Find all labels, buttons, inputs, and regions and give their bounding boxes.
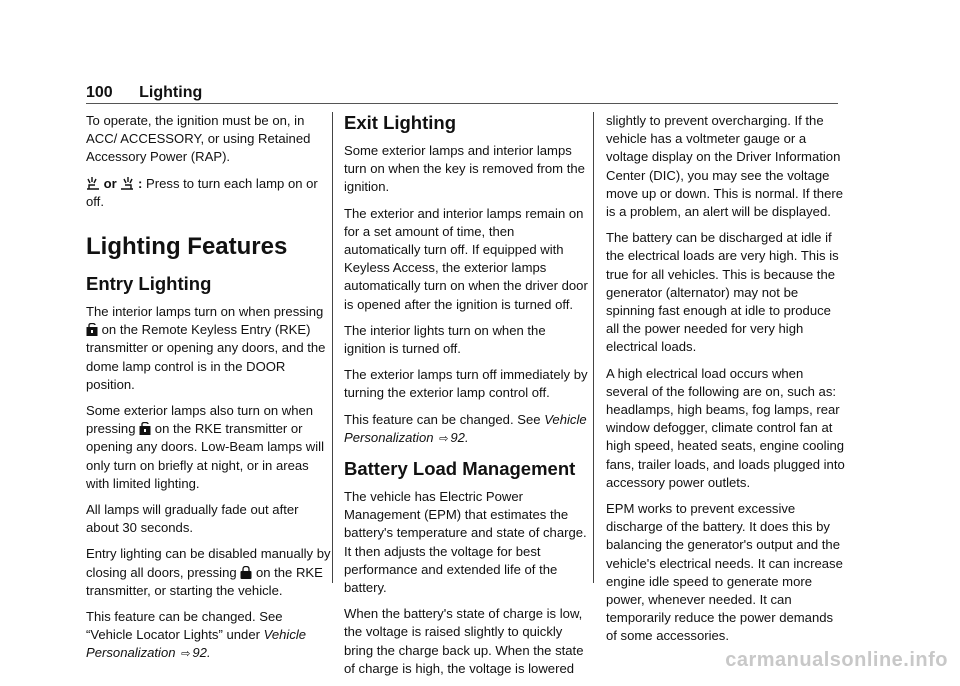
unlock-key-icon xyxy=(139,422,151,435)
reading-lamp-left-icon xyxy=(86,176,100,190)
heading-exit-lighting: Exit Lighting xyxy=(344,112,457,133)
column-right xyxy=(606,112,846,654)
paragraph: The battery can be discharged at idle if the electrical loads are very high. This is true for all vehicles. This is because the generator (alternator) may not be spinning fast enough at idle to produce all the power needed for very high electrical loads. xyxy=(606,230,839,355)
lamp-control-paragraph xyxy=(86,175,331,211)
paragraph: The exterior lamps turn off immediately by turning the exterior lamp control off. xyxy=(344,367,588,401)
paragraph xyxy=(86,545,331,600)
page-arrow-icon: ⇨ xyxy=(439,432,449,445)
text-span: on the RKE transmitter, or starting the vehicle. xyxy=(86,564,323,598)
paragraph: The vehicle has Electric Power Management (EPM) that estimates the battery's temperature and state of charge. It then adjusts the voltage for best performance and extended life of the battery. xyxy=(344,489,587,596)
or-text: or xyxy=(103,175,117,191)
text-span: Some exterior lamps also turn on when pressing xyxy=(86,403,314,437)
paragraph: To operate, the ignition must be on, in ACC/ ACCESSORY, or using Retained Accessory Power (RAP). xyxy=(86,113,311,165)
watermark: carmanualsonline.info xyxy=(725,649,948,671)
section-title: Lighting xyxy=(139,84,203,101)
reading-lamp-right-icon xyxy=(120,176,134,190)
text-span: This feature can be changed. See xyxy=(344,411,541,427)
column-divider xyxy=(593,112,594,583)
text-span: on the RKE transmitter or opening any doors. Low-Beam lamps will only turn on briefly at night, or in areas with limited lighting. xyxy=(86,421,324,491)
paragraph xyxy=(344,411,590,448)
heading-battery-load-management: Battery Load Management xyxy=(344,458,576,480)
page-arrow-icon: ⇨ xyxy=(181,648,191,661)
text-span: Entry lighting can be disabled manually by closing all doors, pressing xyxy=(86,546,331,580)
page-reference[interactable]: 92. xyxy=(450,429,469,445)
paragraph: slightly to prevent overcharging. If the vehicle has a voltmeter gauge or a voltage display on the Driver Information Center (DIC), you may see the voltage move up or down. This is normal. If there is a problem, an alert will be displayed. xyxy=(606,113,844,220)
page-number: 100 xyxy=(86,84,113,101)
paragraph: The interior lights turn on when the ignition is turned off. xyxy=(344,322,546,357)
paragraph xyxy=(86,303,331,394)
heading-entry-lighting: Entry Lighting xyxy=(86,273,212,295)
lamp-description: Press to turn each lamp on or off. xyxy=(86,175,318,209)
text-span: This feature can be changed. See “Vehicle Locator Lights” under xyxy=(86,609,283,643)
paragraph: When the battery's state of charge is low, the voltage is raised slightly to quickly bring the charge back up. When the state of charge is high, the voltage is lowered xyxy=(344,606,584,676)
column-middle xyxy=(344,112,590,686)
column-divider xyxy=(332,112,333,583)
colon-text: : xyxy=(138,175,143,191)
unlock-key-icon xyxy=(86,323,98,336)
paragraph: Some exterior lamps and interior lamps turn on when the key is removed from the ignition. xyxy=(344,143,585,195)
text-span: The interior lamps turn on when pressing xyxy=(86,304,324,320)
cross-reference[interactable]: Vehicle Personalization xyxy=(344,411,587,445)
page-header xyxy=(86,84,202,102)
cross-reference[interactable]: Vehicle Personalization xyxy=(86,627,307,661)
page-reference[interactable]: 92. xyxy=(192,645,211,661)
paragraph: The exterior and interior lamps remain on for a set amount of time, then automatically turn off. If equipped with Keyless Access, the exterior lamps automatically turn on when the driver door is opened after the ignition is turned off. xyxy=(344,205,588,312)
paragraph: A high electrical load occurs when several of the following are on, such as: headlamps, high beams, fog lamps, rear window defogger, climate control fan at high speed, heated seats, engine cooling fans, trailer loads, and loads plugged into accessory power outlets. xyxy=(606,365,845,490)
text-span: on the Remote Keyless Entry (RKE) transmitter or opening any doors, and the dome lamp control is in the DOOR position. xyxy=(86,322,326,392)
header-rule xyxy=(86,103,838,104)
paragraph xyxy=(86,402,331,493)
paragraph: EPM works to prevent excessive discharge of the battery. It does this by balancing the generator's output and the vehicle's electrical needs. It can increase engine idle speed to generate more power, whenever needed. It can temporarily reduce the power demands of some accessories. xyxy=(606,501,843,644)
column-left xyxy=(86,112,331,672)
paragraph xyxy=(86,608,331,664)
lock-key-icon xyxy=(240,566,252,579)
heading-lighting-features: Lighting Features xyxy=(86,233,288,261)
paragraph: All lamps will gradually fade out after about 30 seconds. xyxy=(86,502,299,536)
